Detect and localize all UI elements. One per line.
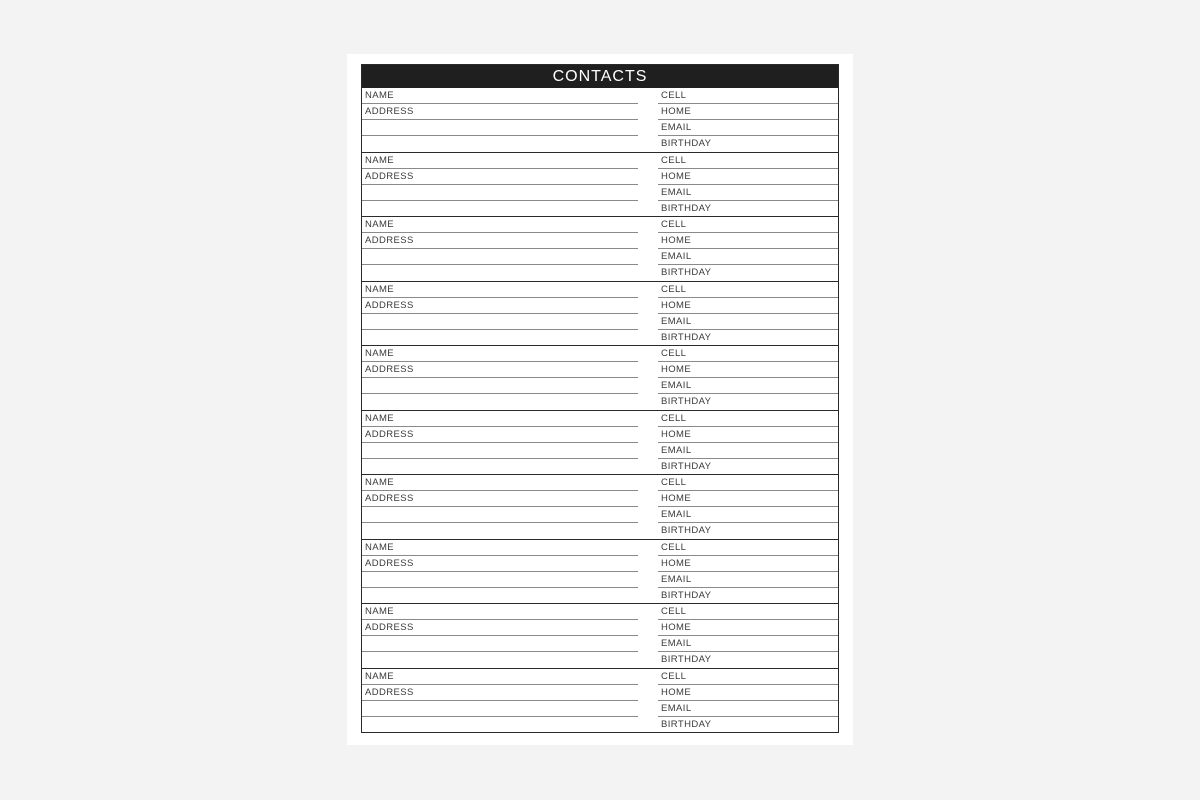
column-gap [638, 604, 658, 668]
contact-block [362, 152, 838, 217]
contact-right-column [658, 411, 838, 475]
cell-field[interactable]: CELL [658, 346, 838, 362]
email-field[interactable]: EMAIL [658, 572, 838, 588]
address-line-2[interactable] [362, 378, 638, 394]
home-phone-field[interactable]: HOME [658, 685, 838, 701]
address-field[interactable]: ADDRESS [362, 556, 638, 572]
email-field[interactable]: EMAIL [658, 378, 838, 394]
birthday-field[interactable]: BIRTHDAY [661, 589, 712, 601]
home-phone-field[interactable]: HOME [658, 233, 838, 249]
column-gap [638, 88, 658, 152]
column-gap [638, 282, 658, 346]
email-field[interactable]: EMAIL [658, 443, 838, 459]
address-line-3[interactable] [362, 523, 638, 538]
email-field[interactable]: EMAIL [658, 701, 838, 717]
name-field[interactable]: NAME [362, 540, 638, 556]
email-field[interactable]: EMAIL [658, 120, 838, 136]
column-gap [638, 540, 658, 604]
column-gap [638, 669, 658, 733]
column-gap [638, 346, 658, 410]
contact-left-column [362, 217, 638, 281]
contact-right-column [658, 88, 838, 152]
email-field[interactable]: EMAIL [658, 249, 838, 265]
address-field[interactable]: ADDRESS [362, 685, 638, 701]
address-field[interactable]: ADDRESS [362, 298, 638, 314]
contact-left-column [362, 540, 638, 604]
address-field[interactable]: ADDRESS [362, 362, 638, 378]
address-line-3[interactable] [362, 136, 638, 151]
address-line-2[interactable] [362, 443, 638, 459]
name-field[interactable]: NAME [362, 604, 638, 620]
home-phone-field[interactable]: HOME [658, 491, 838, 507]
cell-field[interactable]: CELL [658, 217, 838, 233]
address-line-3[interactable] [362, 588, 638, 603]
home-phone-field[interactable]: HOME [658, 620, 838, 636]
birthday-field[interactable]: BIRTHDAY [661, 331, 712, 343]
paper-page [347, 54, 853, 745]
contact-left-column [362, 604, 638, 668]
address-field[interactable]: ADDRESS [362, 491, 638, 507]
address-line-3[interactable] [362, 394, 638, 409]
address-line-2[interactable] [362, 507, 638, 523]
name-field[interactable]: NAME [362, 88, 638, 104]
name-field[interactable]: NAME [362, 217, 638, 233]
contact-block [362, 539, 838, 604]
home-phone-field[interactable]: HOME [658, 556, 838, 572]
contact-right-column [658, 604, 838, 668]
contact-right-column [658, 153, 838, 217]
home-phone-field[interactable]: HOME [658, 362, 838, 378]
address-field[interactable]: ADDRESS [362, 427, 638, 443]
contact-block [362, 345, 838, 410]
address-field[interactable]: ADDRESS [362, 620, 638, 636]
column-gap [638, 217, 658, 281]
contact-block [362, 216, 838, 281]
contact-block [362, 668, 838, 733]
contact-right-column [658, 282, 838, 346]
birthday-field[interactable]: BIRTHDAY [661, 718, 712, 730]
address-line-3[interactable] [362, 330, 638, 345]
contact-right-column [658, 217, 838, 281]
address-line-2[interactable] [362, 185, 638, 201]
cell-field[interactable]: CELL [658, 604, 838, 620]
address-line-2[interactable] [362, 572, 638, 588]
cell-field[interactable]: CELL [658, 540, 838, 556]
email-field[interactable]: EMAIL [658, 507, 838, 523]
birthday-field[interactable]: BIRTHDAY [661, 138, 712, 150]
contact-right-column [658, 346, 838, 410]
address-line-2[interactable] [362, 636, 638, 652]
birthday-field[interactable]: BIRTHDAY [661, 267, 712, 279]
address-line-3[interactable] [362, 652, 638, 667]
address-field[interactable]: ADDRESS [362, 233, 638, 249]
address-line-2[interactable] [362, 314, 638, 330]
home-phone-field[interactable]: HOME [658, 169, 838, 185]
address-line-3[interactable] [362, 201, 638, 216]
email-field[interactable]: EMAIL [658, 636, 838, 652]
contact-left-column [362, 282, 638, 346]
address-line-2[interactable] [362, 249, 638, 265]
contact-blocks [362, 88, 838, 732]
address-line-3[interactable] [362, 265, 638, 280]
cell-field[interactable]: CELL [658, 88, 838, 104]
page-title: CONTACTS [362, 65, 838, 88]
contact-left-column [362, 153, 638, 217]
home-phone-field[interactable]: HOME [658, 427, 838, 443]
birthday-field[interactable]: BIRTHDAY [661, 396, 712, 408]
birthday-field[interactable]: BIRTHDAY [661, 525, 712, 537]
contact-block [362, 474, 838, 539]
name-field[interactable]: NAME [362, 411, 638, 427]
cell-field[interactable]: CELL [658, 669, 838, 685]
birthday-field[interactable]: BIRTHDAY [661, 460, 712, 472]
contact-left-column [362, 88, 638, 152]
contact-left-column [362, 475, 638, 539]
birthday-field[interactable]: BIRTHDAY [661, 654, 712, 666]
cell-field[interactable]: CELL [658, 282, 838, 298]
name-field[interactable]: NAME [362, 153, 638, 169]
address-field[interactable]: ADDRESS [362, 104, 638, 120]
contact-left-column [362, 346, 638, 410]
name-field[interactable]: NAME [362, 669, 638, 685]
name-field[interactable]: NAME [362, 475, 638, 491]
address-line-2[interactable] [362, 701, 638, 717]
cell-field[interactable]: CELL [658, 153, 838, 169]
address-line-2[interactable] [362, 120, 638, 136]
birthday-field[interactable]: BIRTHDAY [661, 202, 712, 214]
address-line-3[interactable] [362, 459, 638, 474]
home-phone-field[interactable]: HOME [658, 298, 838, 314]
name-field[interactable]: NAME [362, 282, 638, 298]
contacts-sheet [361, 64, 839, 733]
name-field[interactable]: NAME [362, 346, 638, 362]
email-field[interactable]: EMAIL [658, 314, 838, 330]
column-gap [638, 153, 658, 217]
address-line-3[interactable] [362, 717, 638, 732]
cell-field[interactable]: CELL [658, 475, 838, 491]
contact-block [362, 603, 838, 668]
contact-left-column [362, 411, 638, 475]
column-gap [638, 411, 658, 475]
contact-block [362, 281, 838, 346]
contact-right-column [658, 475, 838, 539]
contact-block [362, 410, 838, 475]
cell-field[interactable]: CELL [658, 411, 838, 427]
contact-right-column [658, 540, 838, 604]
contact-right-column [658, 669, 838, 733]
column-gap [638, 475, 658, 539]
home-phone-field[interactable]: HOME [658, 104, 838, 120]
contact-block [362, 88, 838, 152]
contact-left-column [362, 669, 638, 733]
email-field[interactable]: EMAIL [658, 185, 838, 201]
address-field[interactable]: ADDRESS [362, 169, 638, 185]
